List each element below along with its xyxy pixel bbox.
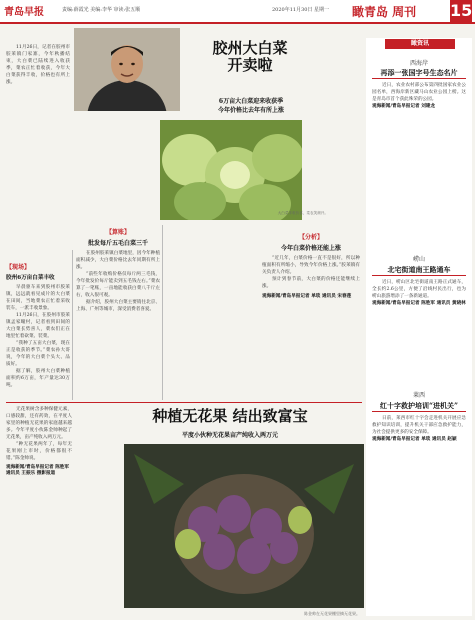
- fig-story-credit: 观海新闻/青岛早报记者 陈胜军 通讯员 王振乐 摄影报道: [6, 465, 69, 476]
- hero-title-line2: 开卖啦: [227, 56, 273, 74]
- fig-story-column: [6, 406, 72, 476]
- sidebar-item: [372, 82, 466, 109]
- hero-subtitle: [188, 97, 314, 115]
- middle-story-label: 【算账】: [105, 229, 130, 236]
- sidebar-area-tag: 莱西: [412, 392, 425, 399]
- sidebar-title: 瞰资讯: [385, 39, 455, 49]
- sidebar-item-body: 日前，莱西市红十字会走进机关开展应急救护知识培训，提升机关干部应急救护能力，为社会提供更多的安全保障。: [372, 416, 466, 435]
- page-number: 15: [450, 1, 473, 20]
- middle-story-paragraph: 据介绍，胶州大白菜主要销往北京、上海、广州等城市，深受消费者喜爱。: [76, 300, 160, 312]
- section-rule: [6, 402, 362, 403]
- middle-story-paragraph: 在胶州胶莱镇白菜地里，因今年种植面积减少，大白菜价格比去年同期有所上涨。: [76, 251, 160, 270]
- sidebar-headline: 红十字救护培训“进机关”: [379, 401, 459, 410]
- fig-story-paragraph: “种无花果两年了，每年无花果刚上市时，价格都很不错。”陈金帅说。: [6, 442, 72, 461]
- cabbage-illustration: [160, 120, 302, 220]
- issue-date: 2020年11月30日 星期一: [272, 7, 330, 13]
- cabbage-field-photo: [160, 120, 302, 220]
- left-story-label: 【现场】: [6, 264, 31, 271]
- fig-photo-caption: 陈金帅在无花果棚里摘无花果。: [304, 611, 360, 616]
- fig-harvest-photo: [124, 444, 364, 608]
- farmer-illustration: [74, 28, 180, 111]
- right-story-paragraph: “近几年，白菜价格一直不是很好，所以种植面积有所缩小，导致今年价格上涨。”胶莱镇有关负责人介绍。: [262, 256, 360, 275]
- sidebar-item-body: 近日，崂山区北宅街道南王路正式通车，全长约2.6公里，方便了沿线村民出行，也为崂山旅游增添了一条新通道。: [372, 280, 466, 299]
- left-story: [6, 262, 70, 389]
- sidebar-rule: [372, 275, 466, 276]
- middle-story-paragraph: “前些年收购价格仅每斤两三毛钱，今年批发价每斤能卖到五毛钱左右。”菜农算了一笔账，一亩地能收获白菜八千斤左右，收入很可观。: [76, 272, 160, 298]
- sidebar-item: [372, 279, 466, 306]
- editor-credits: 责编:薛霞光 美编:李华 审读:张五顺: [62, 7, 141, 13]
- newspaper-logo: 青岛早报: [4, 7, 44, 18]
- intro-paragraph: 11月26日，记者在胶州市胶莱镇门家寨，今年秋播结束，大白菜已陆续进入收获季，菜农正忙着收获，今年大白菜获得丰收，价格也有所上涨。: [6, 45, 70, 85]
- farmer-photo: [74, 28, 180, 111]
- fig-story-title: 种植无花果 结出致富宝: [152, 407, 308, 425]
- cabbage-photo-caption: 大白菜丰收价喜，菜农笑颜开。: [277, 211, 328, 215]
- hero-subtitle-line2: 今年价格比去年有所上涨: [217, 107, 284, 114]
- right-story-heading: 今年白菜价格还能上涨: [280, 245, 341, 252]
- sidebar-rule: [372, 411, 466, 412]
- left-story-paragraph: 据了解，胶州大白菜种植面积约6万亩，年产量达30万吨。: [6, 369, 70, 388]
- middle-story-heading: 批发每斤五毛白菜三千: [87, 240, 148, 247]
- right-story-label: 【分析】: [298, 234, 323, 241]
- sidebar-headline: 再添一张国字号生态名片: [380, 68, 458, 77]
- sidebar-item-credit: 观海新闻/青岛早报记者 刘建龙: [372, 104, 435, 109]
- fig-story-paragraph: 无花果树含多种保健元素，口感较甜，还有药效，在平度人家里的种植无花果的家庭越来越多。今年平度小伙陈金帅种起了无花果，亩产纯收入两万元。: [6, 407, 72, 440]
- sidebar-item: [372, 415, 466, 442]
- hero-title: [195, 40, 305, 74]
- section-title: 瞰青岛 周刊: [352, 5, 417, 19]
- column-divider: [162, 225, 163, 400]
- fig-story-subtitle: 平度小伙种无花果亩产纯收入两万元: [181, 432, 278, 439]
- column-divider: [72, 250, 73, 400]
- sidebar-rule: [372, 78, 466, 79]
- right-story: [262, 232, 360, 299]
- intro-column: [6, 44, 70, 86]
- sidebar-item-credit: 观海新闻/青岛早报记者 单琰 通讯员 赵颖: [372, 437, 457, 442]
- news-sidebar: [366, 38, 472, 616]
- left-story-paragraph: 11月26日，在胶州市胶莱镇孟家疃村，记者看到田间的大白菜长势喜人，菜农们正在地里忙着砍菜、装菜。: [6, 313, 70, 339]
- left-story-heading: 胶州6万亩白菜丰收: [6, 275, 55, 281]
- sidebar-item-credit: 观海新闻/青岛早报记者 陈胜军 通讯员 黄晓林: [372, 301, 466, 306]
- page-header: [0, 0, 475, 22]
- right-story-paragraph: 预计到春节前，大白菜的价格还能继续上涨。: [262, 277, 360, 289]
- header-rule: [0, 22, 475, 24]
- left-story-paragraph: 早晨驱车来到胶州市胶莱镇，远远就看见成片的大白菜在田间，当地菜农正忙着采收装车，一派丰收景象。: [6, 285, 70, 311]
- sidebar-headline: 北宅街道南王路通车: [387, 265, 451, 274]
- hero-title-line1: 胶州大白菜: [212, 39, 288, 57]
- fig-illustration: [124, 444, 364, 608]
- sidebar-item-body: 近日，农业农村部公布第四批国家农业公园名单，西海岸新区藏马山农业公园上榜。这是青岛市首个获此殊荣的公园。: [372, 83, 466, 102]
- middle-story: [76, 227, 160, 313]
- sidebar-area-tag: 崂山: [412, 256, 425, 263]
- sidebar-area-tag: 西海岸: [409, 60, 428, 67]
- hero-subtitle-line1: 6万亩大白菜迎来收获季: [218, 98, 284, 105]
- left-story-paragraph: “我种了五亩大白菜，现在正是收获的季节。”菜农孙大哥说，今年的大白菜个头大、品质好。: [6, 341, 70, 367]
- right-story-credit: 观海新闻/青岛早报记者 单琰 通讯员 宋春莲: [262, 294, 352, 299]
